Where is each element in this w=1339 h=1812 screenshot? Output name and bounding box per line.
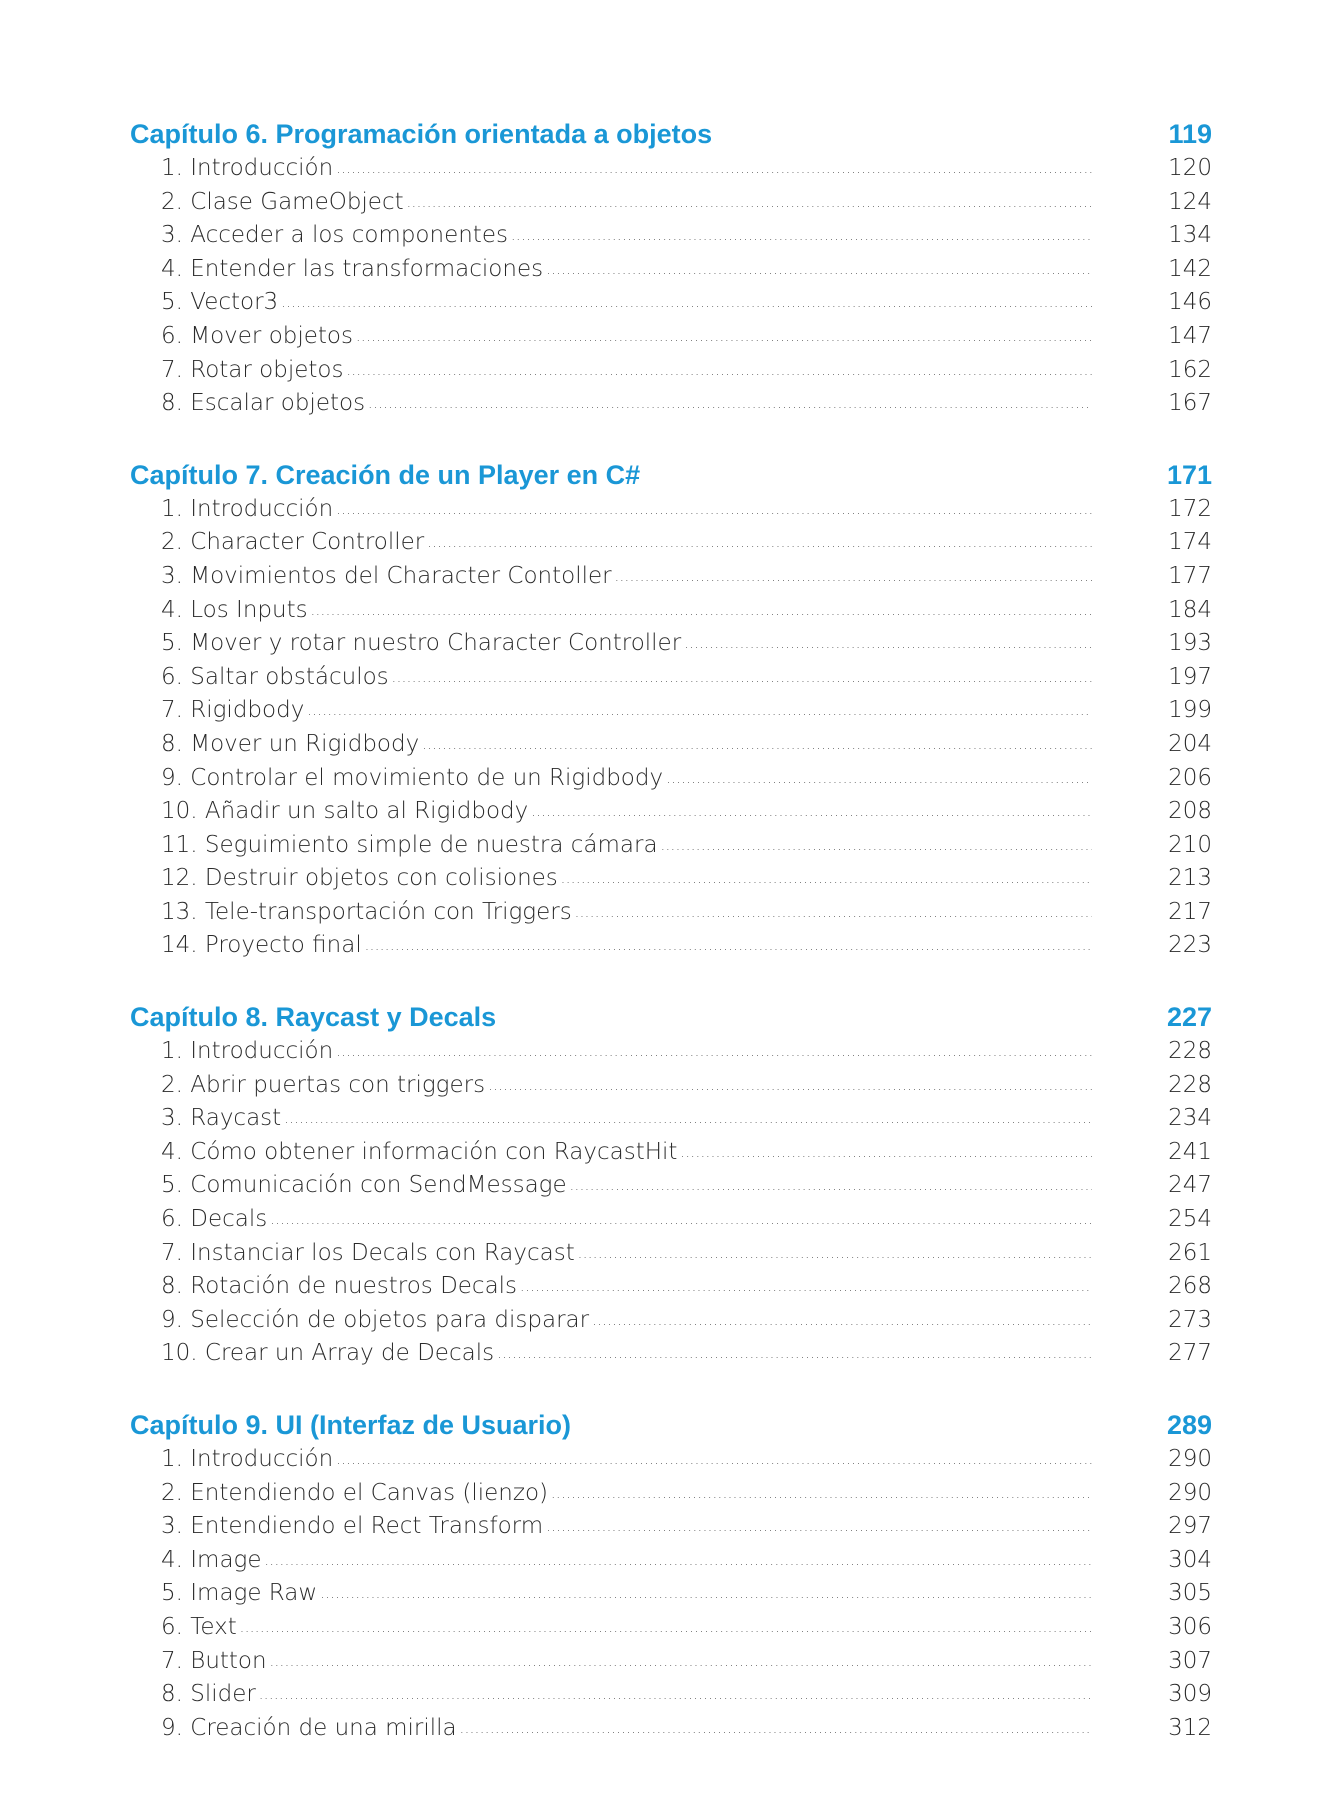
dot-leader (311, 592, 1092, 626)
entry-title: 4. Image (161, 1546, 262, 1573)
entry-page-number: 309 (1168, 1681, 1212, 1708)
entry-title: 14. Proyecto final (161, 932, 362, 959)
entry-page-number: 124 (1168, 188, 1212, 215)
dot-leader (356, 318, 1092, 352)
entry-title: 10. Añadir un salto al Rigidbody (161, 798, 529, 825)
toc-entry[interactable] (161, 152, 1212, 186)
entry-page-number: 306 (1168, 1613, 1212, 1640)
entry-page-number: 204 (1168, 730, 1212, 757)
dot-leader (284, 1100, 1092, 1134)
entry-title: 7. Instanciar los Decals con Raycast (161, 1239, 575, 1266)
entry-page-number: 120 (1168, 155, 1212, 181)
dot-leader (546, 1508, 1092, 1542)
entry-title: 5. Mover y rotar nuestro Character Controller (161, 630, 682, 657)
entry-page-number: 304 (1168, 1546, 1212, 1573)
entry-title: 4. Los Inputs (161, 596, 308, 623)
entry-title: 1. Introducción (161, 155, 334, 181)
entry-page-number: 297 (1168, 1513, 1212, 1540)
dot-leader (265, 1542, 1093, 1576)
entry-page-number: 234 (1168, 1105, 1212, 1132)
entry-title: 9. Selección de objetos para disparar (161, 1306, 590, 1333)
entry-title: 2. Clase GameObject (161, 188, 404, 215)
entry-title: 13. Tele-transportación con Triggers (161, 898, 572, 925)
dot-leader (520, 1268, 1092, 1302)
entry-title: 6. Decals (161, 1206, 268, 1233)
entry-title: 2. Character Controller (161, 529, 425, 556)
dot-leader (551, 1475, 1092, 1509)
chapter-title: Capítulo 8. Raycast y Decals (130, 1002, 497, 1033)
chapter-heading[interactable] (130, 1407, 1212, 1443)
chapter-heading[interactable] (130, 116, 1212, 152)
entry-page-number: 312 (1168, 1714, 1212, 1741)
entry-title: 3. Raycast (161, 1105, 282, 1132)
entry-page-number: 208 (1168, 798, 1212, 825)
toc-entry[interactable] (161, 1304, 1212, 1338)
entry-page-number: 210 (1168, 831, 1212, 858)
entry-page-number: 184 (1168, 596, 1212, 623)
entry-title: 6. Mover objetos (161, 322, 353, 349)
dot-leader (488, 1067, 1092, 1101)
entry-page-number: 228 (1168, 1038, 1212, 1065)
entry-page-number: 223 (1168, 932, 1212, 959)
dot-leader (666, 760, 1092, 794)
dot-leader (511, 217, 1092, 251)
entry-title: 4. Entender las transformaciones (161, 255, 544, 282)
toc-entry[interactable] (161, 1270, 1212, 1304)
toc-entry[interactable] (161, 1510, 1212, 1544)
entry-list (130, 152, 1212, 421)
entry-title: 9. Creación de una mirilla (161, 1714, 457, 1741)
dot-leader (336, 1033, 1092, 1067)
entry-page-number: 273 (1168, 1306, 1212, 1333)
entry-page-number: 174 (1168, 529, 1212, 556)
entry-title: 8. Escalar objetos (161, 390, 366, 417)
dot-leader (281, 284, 1092, 318)
dot-leader (680, 1134, 1092, 1168)
dot-leader (270, 1643, 1092, 1677)
toc-entry[interactable] (161, 1544, 1212, 1578)
dot-leader (270, 1201, 1092, 1235)
dot-leader (561, 860, 1092, 894)
dot-leader (240, 1609, 1092, 1643)
entry-list (130, 493, 1212, 963)
dot-leader (592, 1302, 1092, 1336)
dot-leader (578, 1235, 1092, 1269)
dot-leader (365, 927, 1092, 961)
chapter-section (130, 999, 1212, 1371)
toc-entry[interactable] (161, 560, 1212, 594)
toc-entry[interactable] (161, 594, 1212, 628)
toc-entry[interactable] (161, 929, 1212, 963)
entry-page-number: 172 (1168, 495, 1212, 522)
entry-title: 12. Destruir objetos con colisiones (161, 865, 558, 892)
entry-title: 8. Slider (161, 1681, 256, 1708)
entry-title: 7. Rigidbody (161, 697, 305, 724)
entry-title: 5. Vector3 (161, 289, 279, 316)
chapter-title: Capítulo 9. UI (Interfaz de Usuario) (130, 1410, 572, 1440)
toc-entry[interactable] (161, 728, 1212, 762)
entry-page-number: 268 (1168, 1273, 1212, 1300)
toc-entry[interactable] (161, 1577, 1212, 1611)
entry-page-number: 254 (1168, 1206, 1212, 1233)
entry-page-number: 134 (1168, 222, 1212, 249)
chapter-title: Capítulo 6. Programación orientada a objetos (130, 119, 713, 149)
toc-entry[interactable] (161, 1477, 1212, 1511)
dot-leader (346, 352, 1092, 386)
toc-entry[interactable] (161, 862, 1212, 896)
dot-leader (368, 385, 1092, 419)
entry-page-number: 199 (1168, 697, 1212, 724)
toc-entry[interactable] (161, 1337, 1212, 1371)
entry-page-number: 247 (1168, 1172, 1212, 1199)
entry-title: 6. Text (161, 1613, 237, 1640)
chapter-page-number: 227 (1166, 1002, 1212, 1033)
toc-entry[interactable] (161, 354, 1212, 388)
entry-page-number: 217 (1168, 898, 1212, 925)
toc-entry[interactable] (161, 286, 1212, 320)
toc-entry[interactable] (161, 526, 1212, 560)
dot-leader (336, 491, 1092, 525)
entry-page-number: 146 (1168, 289, 1212, 316)
toc-entry[interactable] (161, 1443, 1212, 1477)
toc-entry[interactable] (161, 762, 1212, 796)
entry-title: 1. Introducción (161, 495, 334, 522)
toc-entry[interactable] (161, 661, 1212, 695)
entry-title: 4. Cómo obtener información con RaycastHit (161, 1138, 678, 1165)
entry-title: 1. Introducción (161, 1446, 334, 1472)
dot-leader (427, 524, 1092, 558)
dot-leader (336, 1441, 1092, 1475)
chapter-section (130, 457, 1212, 963)
toc-entry[interactable] (161, 493, 1212, 527)
entry-page-number: 177 (1168, 562, 1212, 589)
toc-entry[interactable] (161, 1069, 1212, 1103)
dot-leader (259, 1676, 1092, 1710)
entry-page-number: 162 (1168, 356, 1212, 383)
toc-entry[interactable] (161, 896, 1212, 930)
dot-leader (570, 1167, 1092, 1201)
entry-title: 10. Crear un Array de Decals (161, 1340, 495, 1367)
toc-entry[interactable] (161, 829, 1212, 863)
dot-leader (661, 827, 1092, 861)
dot-leader (422, 726, 1092, 760)
entry-page-number: 197 (1168, 663, 1212, 690)
entry-page-number: 206 (1168, 764, 1212, 791)
dot-leader (336, 150, 1092, 184)
entry-title: 2. Entendiendo el Canvas (lienzo) (161, 1479, 548, 1506)
dot-leader (460, 1710, 1092, 1744)
dot-leader (684, 625, 1092, 659)
dot-leader (497, 1335, 1092, 1369)
table-of-contents (130, 116, 1212, 1781)
toc-entry[interactable] (161, 795, 1212, 829)
dot-leader (575, 894, 1092, 928)
chapter-page-number: 119 (1168, 119, 1212, 149)
entry-page-number: 213 (1168, 865, 1212, 892)
entry-title: 3. Entendiendo el Rect Transform (161, 1513, 544, 1540)
entry-title: 6. Saltar obstáculos (161, 663, 389, 690)
toc-entry[interactable] (161, 1645, 1212, 1679)
entry-list (130, 1443, 1212, 1745)
toc-entry[interactable] (161, 1678, 1212, 1712)
chapter-title: Capítulo 7. Creación de un Player en C# (130, 459, 641, 490)
entry-page-number: 147 (1168, 322, 1212, 349)
entry-title: 11. Seguimiento simple de nuestra cámara (161, 831, 658, 858)
toc-entry[interactable] (161, 1611, 1212, 1645)
chapter-section (130, 1407, 1212, 1745)
entry-page-number: 142 (1168, 255, 1212, 282)
entry-title: 3. Movimientos del Character Contoller (161, 562, 612, 589)
entry-title: 7. Rotar objetos (161, 356, 344, 383)
toc-entry[interactable] (161, 1169, 1212, 1203)
toc-entry[interactable] (161, 694, 1212, 728)
toc-entry[interactable] (161, 387, 1212, 421)
chapter-heading[interactable] (130, 999, 1212, 1035)
toc-entry[interactable] (161, 1102, 1212, 1136)
toc-entry[interactable] (161, 1712, 1212, 1746)
toc-entry[interactable] (161, 253, 1212, 287)
entry-title: 9. Controlar el movimiento de un Rigidbody (161, 764, 664, 791)
toc-entry[interactable] (161, 1136, 1212, 1170)
chapter-page-number: 171 (1166, 459, 1212, 490)
entry-page-number: 290 (1168, 1479, 1212, 1506)
dot-leader (615, 558, 1092, 592)
dot-leader (407, 184, 1092, 218)
entry-title: 2. Abrir puertas con triggers (161, 1071, 486, 1098)
entry-title: 1. Introducción (161, 1038, 334, 1065)
entry-title: 8. Rotación de nuestros Decals (161, 1273, 518, 1300)
toc-entry[interactable] (161, 219, 1212, 253)
entry-page-number: 241 (1168, 1138, 1212, 1165)
dot-leader (392, 659, 1092, 693)
dot-leader (531, 793, 1092, 827)
dot-leader (320, 1575, 1092, 1609)
entry-page-number: 307 (1168, 1647, 1212, 1674)
entry-title: 7. Button (161, 1647, 267, 1674)
entry-page-number: 167 (1168, 390, 1212, 417)
entry-title: 5. Image Raw (161, 1580, 318, 1607)
toc-entry[interactable] (161, 1203, 1212, 1237)
entry-title: 5. Comunicación con SendMessage (161, 1172, 567, 1199)
entry-page-number: 261 (1168, 1239, 1212, 1266)
dot-leader (546, 251, 1092, 285)
toc-entry[interactable] (161, 1035, 1212, 1069)
entry-page-number: 305 (1168, 1580, 1212, 1607)
entry-page-number: 290 (1168, 1446, 1212, 1472)
dot-leader (307, 692, 1092, 726)
entry-page-number: 228 (1168, 1071, 1212, 1098)
toc-entry[interactable] (161, 627, 1212, 661)
chapter-heading[interactable] (130, 457, 1212, 493)
entry-page-number: 193 (1168, 630, 1212, 657)
entry-list (130, 1035, 1212, 1371)
entry-title: 8. Mover un Rigidbody (161, 730, 420, 757)
toc-entry[interactable] (161, 1237, 1212, 1271)
entry-title: 3. Acceder a los componentes (161, 222, 508, 249)
entry-page-number: 277 (1168, 1340, 1212, 1367)
chapter-section (130, 116, 1212, 421)
toc-entry[interactable] (161, 320, 1212, 354)
chapter-page-number: 289 (1166, 1410, 1212, 1440)
toc-entry[interactable] (161, 186, 1212, 220)
